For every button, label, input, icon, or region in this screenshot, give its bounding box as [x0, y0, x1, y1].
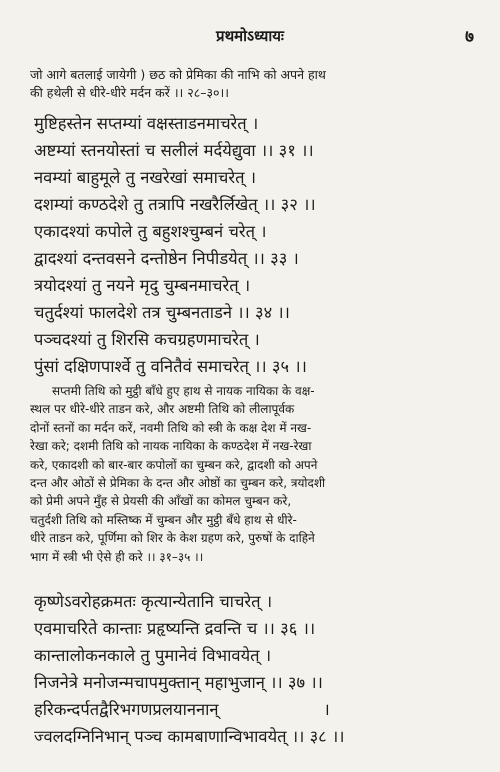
- commentary-line: स्थल पर धीरे-धीरे ताडन करे, और अष्टमी तिथि को लीलापूर्वक: [30, 402, 295, 417]
- verse-line: त्रयोदश्यां तु नयने मृदु चुम्बनमाचरेत् ।: [34, 276, 251, 295]
- commentary-line: सप्तमी तिथि को मुट्ठी बाँधे हुए हाथ से नायक नायिका के वक्ष-: [52, 384, 315, 398]
- verse-block-31-35: [34, 110, 474, 380]
- page-header: [0, 26, 500, 50]
- verse-line: एवमाचरिते कान्ताः प्रहृष्यन्ति द्रवन्ति च ।। ३६ ।।: [34, 619, 316, 638]
- verse-line: अष्टम्यां स्तनयोस्तां च सलीलं मर्दयेद्युवा ।। ३१ ।।: [34, 141, 314, 160]
- verse-line: दशम्यां कण्ठदेशे तु तत्रापि नखरैर्लिखेत् ।। ३२ ।।: [34, 195, 316, 214]
- commentary-line: दन्त और ओठों से प्रेमिका के दन्त और ओष्ठों का चुम्बन करे, त्रयोदशी: [30, 475, 326, 490]
- verse-line: नवम्यां बाहुमूले तु नखरेखां समाचरेत् ।: [34, 168, 257, 187]
- commentary-line: चतुर्दशी तिथि को मस्तिष्क में चुम्बन और मुट्ठी बँधे हाथ से धीरे-: [30, 512, 297, 527]
- verse-line: कृष्णेऽवरोहक्रमतः कृत्यान्येतानि चाचरेत् ।: [34, 592, 273, 611]
- intro-line: की हथेली से धीरे-धीरे मर्दन करें ।। २८–३०।।: [30, 85, 229, 100]
- intro-paragraph: [30, 66, 478, 102]
- commentary-paragraph: [30, 382, 478, 566]
- verse-line: मुष्टिहस्तेन सप्तम्यां वक्षस्ताडनमाचरेत् ।: [34, 114, 259, 133]
- verse-line: कान्तालोकनकाले तु पुमानेवं विभावयेत् ।: [34, 646, 272, 665]
- verse-line: पञ्चदश्यां तु शिरसि कचग्रहणमाचरेत् ।: [34, 330, 260, 349]
- verse-block-36-38: [34, 588, 474, 750]
- commentary-line: को प्रेमी अपने मुँह से प्रेयसी की आँखों का कोमल चुम्बन करे,: [30, 494, 292, 509]
- page-number: ७: [465, 27, 474, 47]
- intro-line: जो आगे बतलाई जायेगी ) छठ को प्रेमिका की नाभि को अपने हाथ: [30, 67, 326, 82]
- commentary-line: दोनों स्तनों का मर्दन करें, नवमी तिथि को स्त्री के कक्ष देश में नख-: [30, 420, 312, 435]
- commentary-line: धीरे ताडन करे, पूर्णिमा को शिर के केश ग्रहण करे, पुरुषों के दाहिने: [30, 531, 315, 546]
- verse-line: पुंसां दक्षिणपार्श्वे तु वनितैवं समाचरेत् ।। ३५ ।।: [34, 357, 307, 376]
- verse-line: द्वादश्यां दन्तवसने दन्तोष्ठेन निपीडयेत् ।। ३३ ।: [34, 249, 299, 268]
- verse-line: निजनेत्रे मनोजन्मचापमुक्तान् महाभुजान् ।। ३७ ।।: [34, 673, 323, 692]
- commentary-line: रेखा करे; दशमी तिथि को नायक नायिका के कण्ठदेश में नख-रेखा: [30, 439, 312, 454]
- verse-line: चतुर्दश्यां फालदेशे तत्र चुम्बनताडने ।। ३४ ।।: [34, 303, 290, 322]
- chapter-title: प्रथमोऽध्यायः: [216, 27, 284, 45]
- verse-line: हरिकन्दर्पतद्वैरिभगणप्रलयाननान् ।: [34, 700, 330, 719]
- verse-line: एकादश्यां कपोले तु बहुशश्चुम्बनं चरेत् ।: [34, 222, 267, 241]
- commentary-line: करे, एकादशी को बार-बार कपोलों का चुम्बन करे, द्वादशी को अपने: [30, 457, 318, 472]
- commentary-line: भाग में स्त्री भी ऐसे ही करे ।। ३१–३५ ।।: [30, 549, 204, 564]
- verse-line: ज्वलदग्निनिभान् पञ्च कामबाणान्विभावयेत् ।। ३८ ।।: [34, 727, 345, 746]
